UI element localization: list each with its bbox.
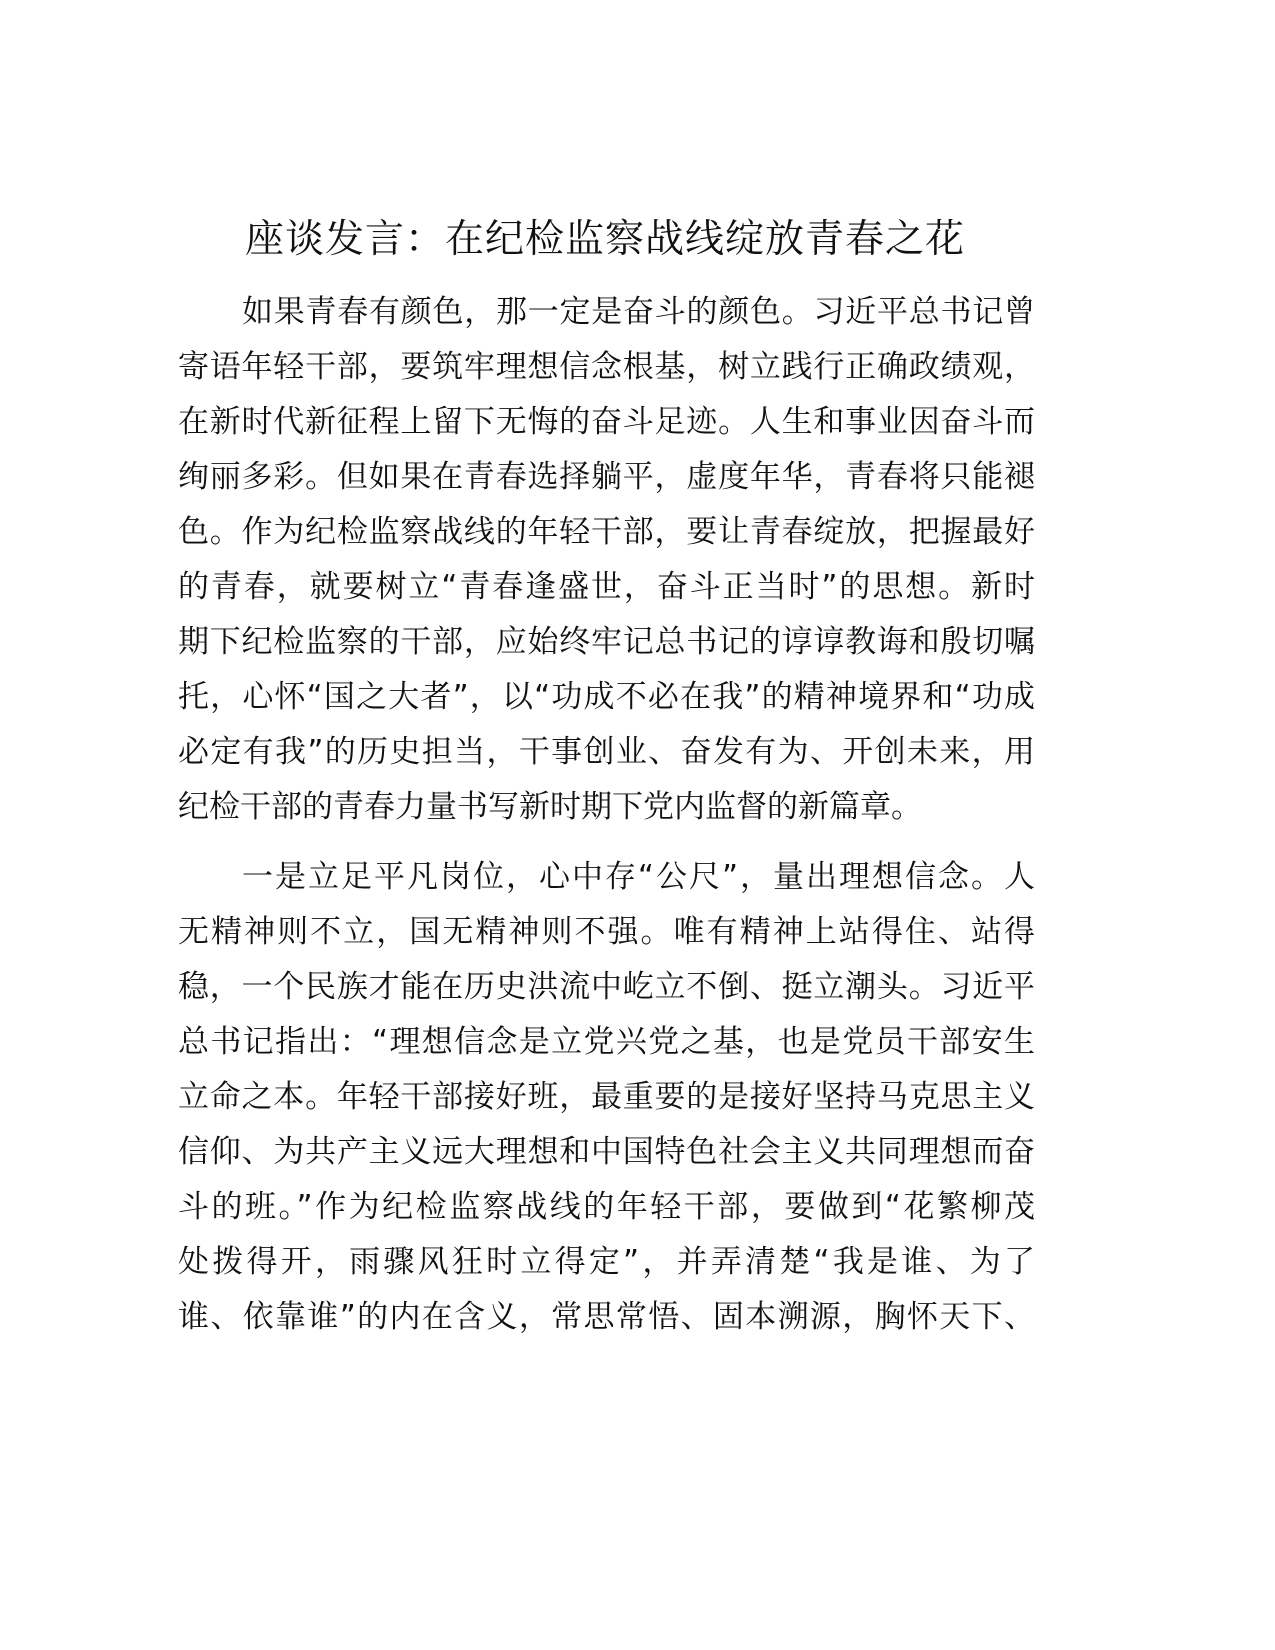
- text-line: 信仰、为共产主义远大理想和中国特色社会主义共同理想而奋: [178, 1134, 1035, 1170]
- text-line: 期下纪检监察的干部，应始终牢记总书记的谆谆教诲和殷切嘱: [178, 624, 1035, 660]
- text-line: 稳，一个民族才能在历史洪流中屹立不倒、挺立潮头。习近平: [178, 969, 1035, 1005]
- text-line: 色。作为纪检监察战线的年轻干部，要让青春绽放，把握最好: [178, 514, 1035, 550]
- text-line: 托，心怀“国之大者”，以“功成不必在我”的精神境界和“功成: [178, 679, 1035, 715]
- text-line: 在新时代新征程上留下无悔的奋斗足迹。人生和事业因奋斗而: [178, 404, 1035, 440]
- text-line: 的青春，就要树立“青春逢盛世，奋斗正当时”的思想。新时: [178, 569, 1035, 605]
- text-line: 如果青春有颜色，那一定是奋斗的颜色。习近平总书记曾: [242, 294, 1035, 330]
- text-line: 无精神则不立，国无精神则不强。唯有精神上站得住、站得: [178, 914, 1035, 950]
- text-line: 纪检干部的青春力量书写新时期下党内监督的新篇章。: [178, 789, 922, 825]
- text-line: 立命之本。年轻干部接好班，最重要的是接好坚持马克思主义: [178, 1079, 1035, 1115]
- text-line: 总书记指出：“理想信念是立党兴党之基，也是党员干部安生: [178, 1024, 1035, 1060]
- text-line: 必定有我”的历史担当，干事创业、奋发有为、开创未来，用: [178, 734, 1035, 770]
- text-line: 斗的班。”作为纪检监察战线的年轻干部，要做到“花繁柳茂: [178, 1189, 1035, 1225]
- text-line: 绚丽多彩。但如果在青春选择躺平，虚度年华，青春将只能褪: [178, 459, 1035, 495]
- paragraph-1: [178, 285, 1035, 835]
- text-line: 一是立足平凡岗位，心中存“公尺”，量出理想信念。人: [242, 859, 1035, 895]
- text-line: 谁、依靠谁”的内在含义，常思常悟、固本溯源，胸怀天下、: [178, 1299, 1035, 1335]
- paragraph-2: [178, 850, 1035, 1345]
- document-title: 座谈发言：在纪检监察战线绽放青春之花: [244, 217, 965, 262]
- text-line: 寄语年轻干部，要筑牢理想信念根基，树立践行正确政绩观，: [178, 349, 1035, 385]
- text-line: 处拨得开，雨骤风狂时立得定”，并弄清楚“我是谁、为了: [178, 1244, 1035, 1280]
